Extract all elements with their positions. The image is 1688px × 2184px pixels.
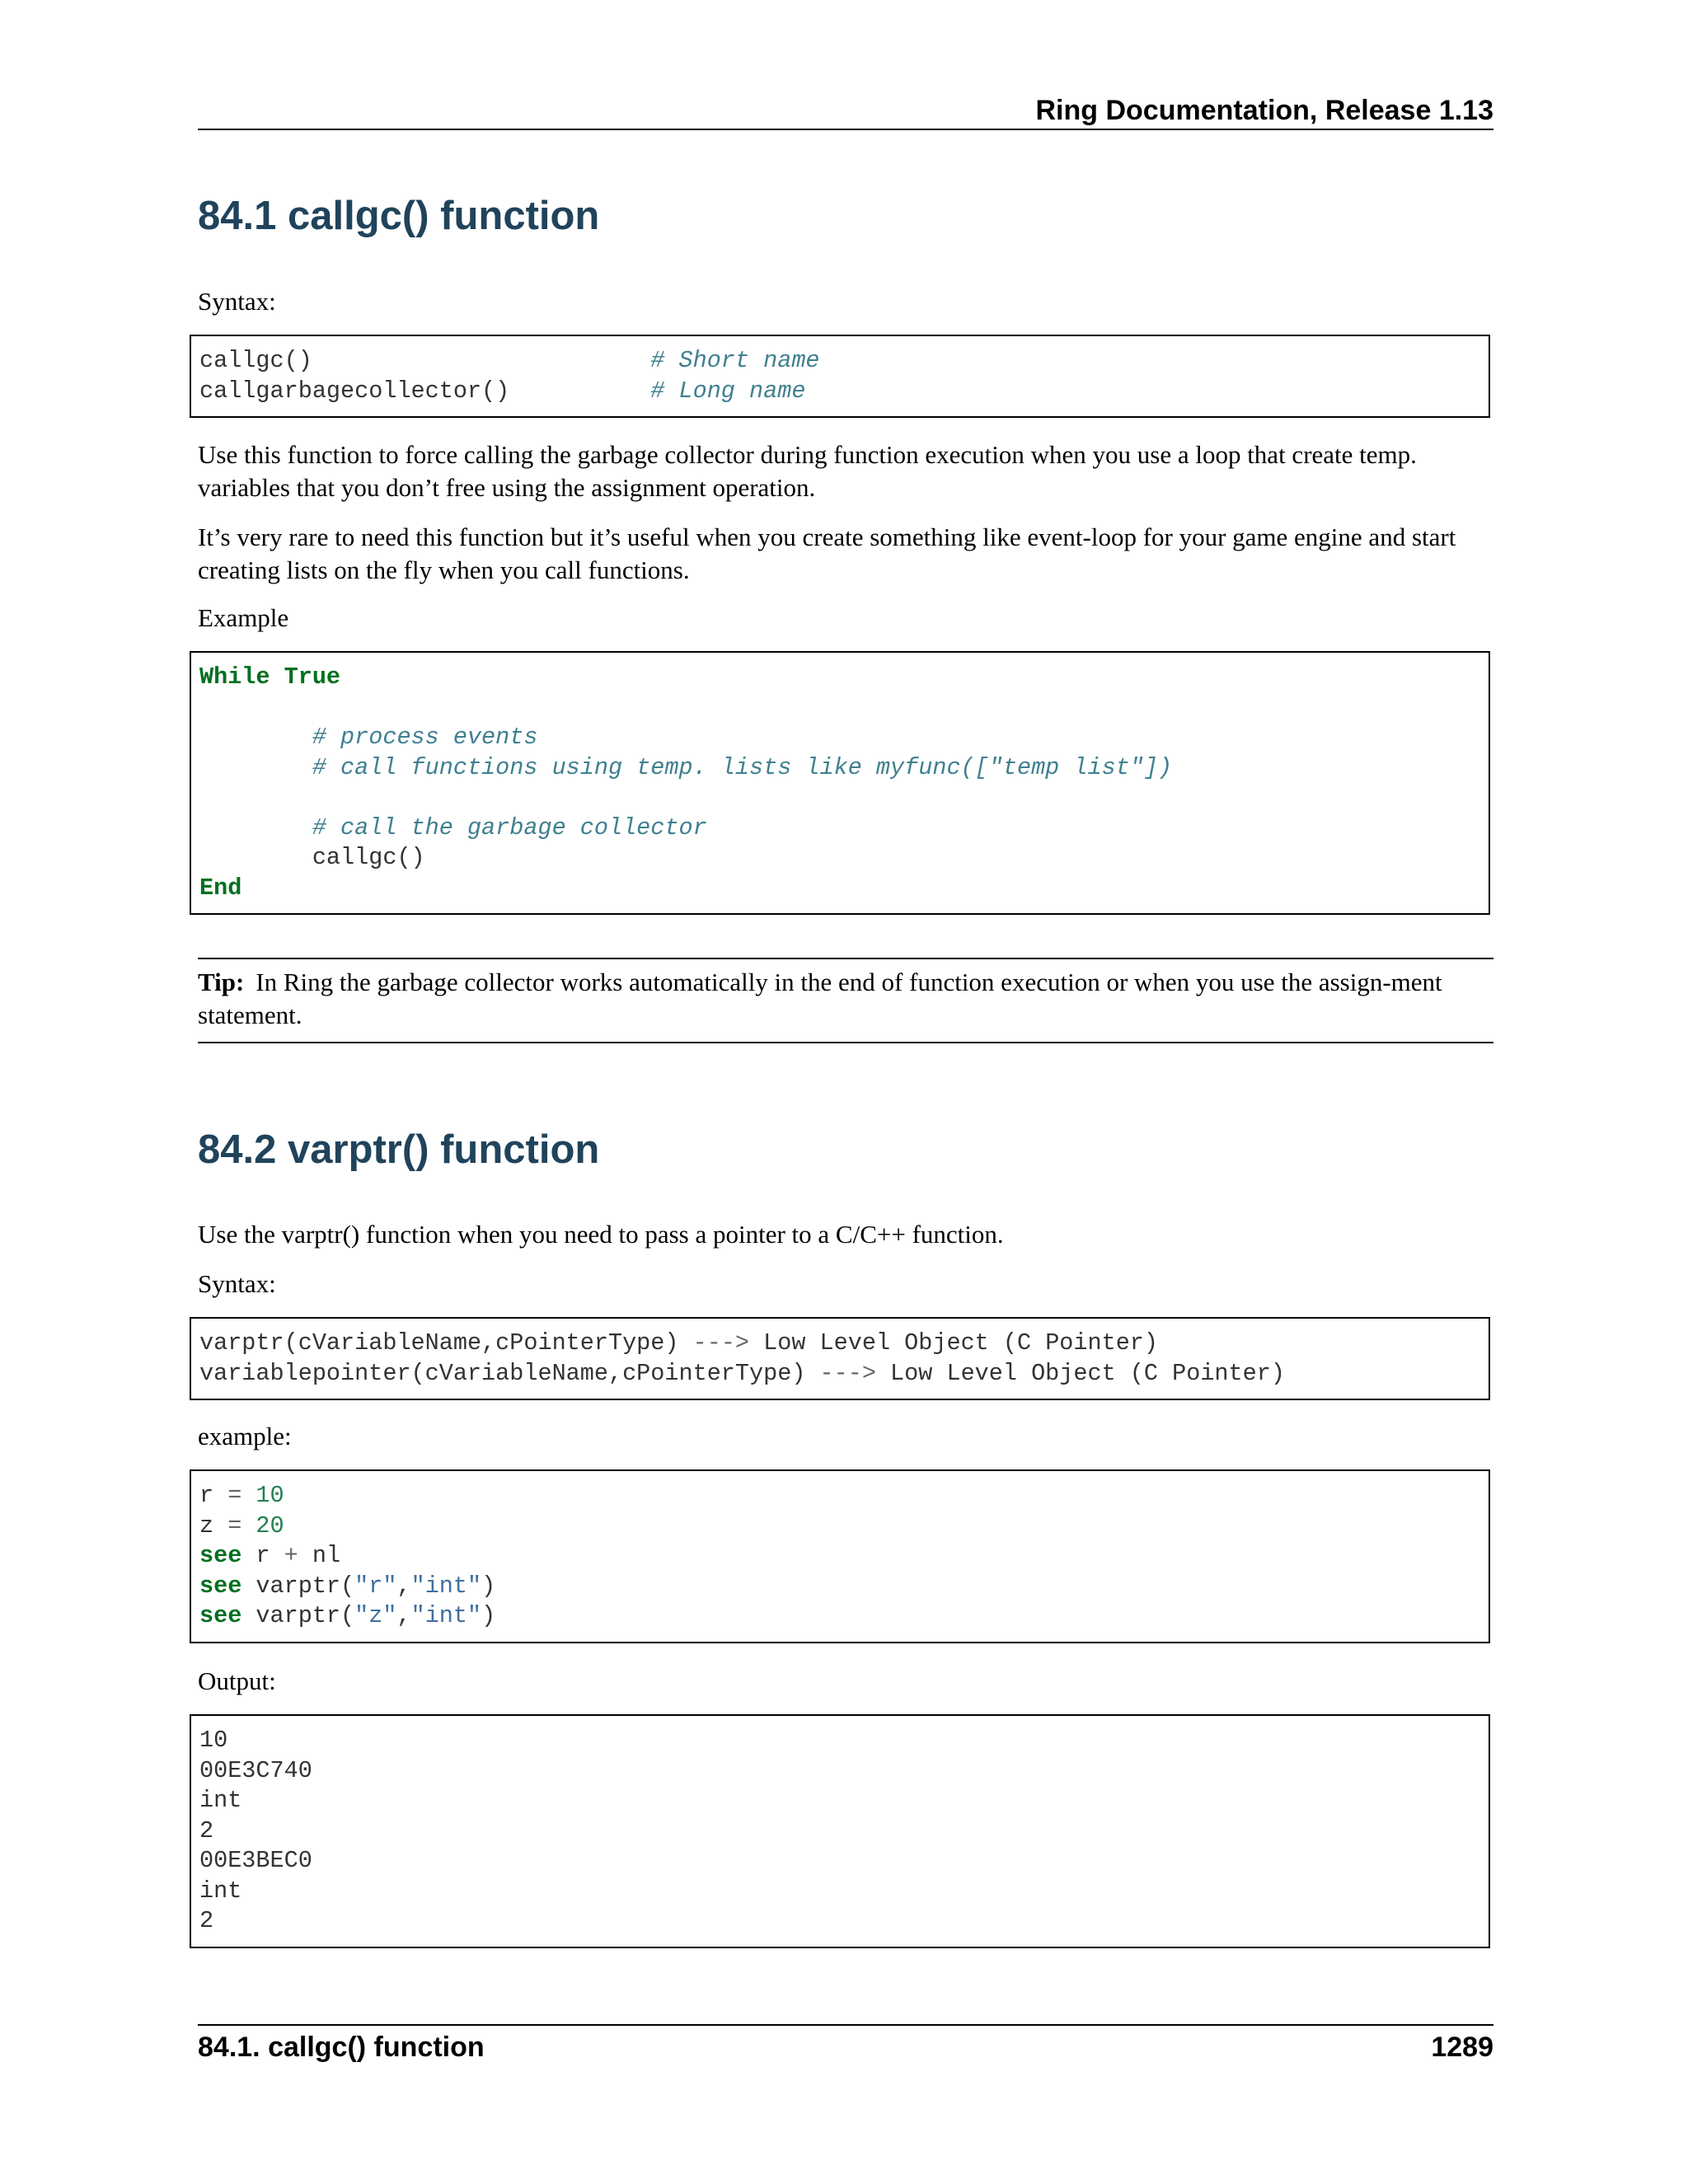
footer-section-title: 84.1. callgc() function: [198, 2032, 485, 2063]
code-line: callgc(): [199, 844, 425, 871]
section-heading-callgc: 84.1 callgc() function: [198, 194, 600, 238]
output-line: 00E3C740: [199, 1756, 312, 1784]
tip-box: [198, 958, 1493, 1043]
tip-text: In Ring the garbage collector works automatically in the end of function execution or when you use the assign-ment statement.: [198, 968, 1442, 1029]
output-line: 00E3BEC0: [199, 1847, 312, 1874]
code-line: see r + nl: [199, 1542, 341, 1569]
code-line: varptr(cVariableName,cPointerType) ---> Low Level Object (C Pointer): [199, 1329, 1159, 1357]
output-label: Output:: [198, 1666, 276, 1695]
header-title: Ring Documentation, Release 1.13: [1035, 95, 1493, 126]
code-line: see varptr("r","int"): [199, 1572, 496, 1600]
code-line: r = 10: [199, 1482, 284, 1509]
code-block-varptr-example: [190, 1469, 1490, 1643]
tip-label: Tip:: [198, 968, 245, 996]
code-line: callgc() # Short name: [199, 347, 820, 374]
code-line-blank: [199, 693, 1480, 724]
code-line: # call functions using temp. lists like myfunc(["temp list"]): [199, 753, 1173, 781]
output-line: 2: [199, 1907, 214, 1934]
output-line: 10: [199, 1727, 228, 1754]
paragraph-callgc-usage: Use this function to force calling the garbage collector during function execution when you use a loop that create temp. variables that you don’t free using the assignment operation.: [198, 440, 1417, 502]
syntax-label: Syntax:: [198, 1269, 276, 1298]
example-label: example:: [198, 1422, 292, 1451]
code-line-blank: [199, 783, 1480, 813]
code-line: # call the garbage collector: [199, 813, 707, 841]
code-block-callgc-example: [190, 651, 1490, 915]
output-line: 2: [199, 1816, 214, 1844]
code-block-varptr-syntax: [190, 1317, 1490, 1400]
code-block-callgc-syntax: [190, 335, 1490, 418]
section-heading-varptr: 84.2 varptr() function: [198, 1127, 600, 1172]
code-line: While True: [199, 663, 341, 691]
code-line: see varptr("z","int"): [199, 1602, 496, 1629]
code-line: # process events: [199, 724, 538, 751]
paragraph-callgc-rare: It’s very rare to need this function but it’s useful when you create something like event-loop for your game engine and start creating lists on the fly when you call functions.: [198, 523, 1456, 584]
paragraph-varptr-intro: Use the varptr() function when you need to pass a pointer to a C/C++ function.: [198, 1220, 1004, 1249]
page-number: 1289: [1431, 2032, 1493, 2063]
code-line: z = 20: [199, 1511, 284, 1540]
code-line: End: [199, 874, 242, 902]
code-block-output: [190, 1714, 1490, 1948]
output-line: int: [199, 1787, 242, 1814]
page-footer: [198, 2024, 1493, 2069]
output-line: int: [199, 1877, 242, 1905]
code-line: variablepointer(cVariableName,cPointerType) ---> Low Level Object (C Pointer): [199, 1359, 1285, 1387]
page-header: [198, 92, 1493, 130]
example-label: Example: [198, 603, 289, 632]
syntax-label: Syntax:: [198, 287, 276, 316]
code-line: callgarbagecollector() # Long name: [199, 377, 806, 405]
